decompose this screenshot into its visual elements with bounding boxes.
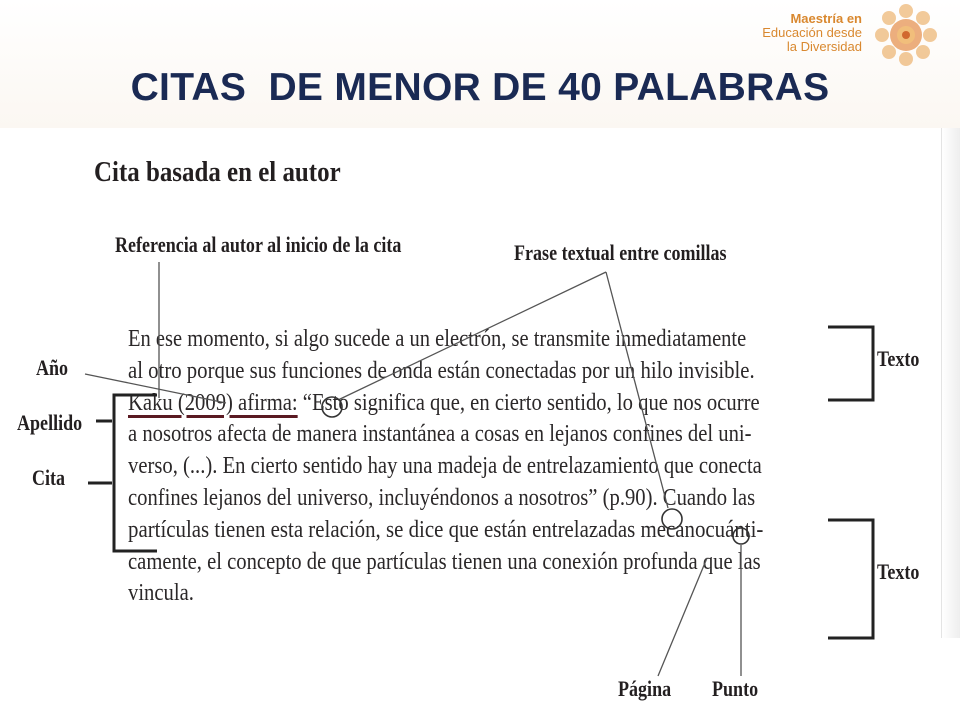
logo-line-1: Maestría en [790,11,862,26]
label-reference: Referencia al autor al inicio de la cita [115,232,402,257]
paragraph-line-6: confines lejanos del universo, incluyéndonos a nosotros” (p.90). Cuando las [128,484,756,511]
paragraph-line-2: al otro porque sus funciones de onda están conectadas por un hilo invisible. [128,357,755,384]
logo-line-3: la Diversidad [786,39,862,54]
label-text-bottom: Texto [877,559,920,584]
open-quote-marker [322,397,342,417]
author-citation: Kaku (2009) afirma: [128,389,298,416]
paragraph-line-1: En ese momento, si algo sucede a un electrón, se transmite inmediatamente [128,326,747,352]
close-quote-marker [662,509,682,529]
label-year: Año [36,355,69,380]
pointer-phrase-open [338,272,606,400]
pointer-page [658,558,707,676]
label-quote: Cita [32,465,66,490]
label-page: Página [618,676,672,701]
text-bracket-top [828,327,873,400]
label-surname: Apellido [17,410,83,435]
pointer-year [85,374,226,403]
label-period: Punto [712,676,759,701]
paragraph-line-3-rest: “Esto significa que, en cierto sentido, lo que nos ocurre [297,389,760,416]
text-bracket-bottom [828,520,873,638]
logo-line-2: Educación desde [762,25,862,40]
period-marker [733,528,749,544]
quote-bracket [114,395,157,551]
paragraph-line-8: camente, el concepto de que partículas tienen una conexión profunda que las [128,548,761,575]
paragraph-line-4: a nosotros afecta de manera instantánea a cosas en lejanos confines del uni- [128,421,752,448]
label-phrase: Frase textual entre comillas [514,240,727,265]
paragraph-line-7: partículas tienen esta relación, se dice que están entrelazadas mecanocuánti- [128,516,764,543]
paragraph-line-9: vincula. [128,580,194,607]
section-heading: Cita basada en el autor [94,156,341,188]
page-title: CITAS DE MENOR DE 40 PALABRAS [130,66,830,109]
pointer-phrase-close [606,272,668,508]
label-text-top: Texto [877,346,920,371]
paragraph-line-5: verso, (...). En cierto sentido hay una madeja de entrelazamiento que conecta [128,453,762,480]
